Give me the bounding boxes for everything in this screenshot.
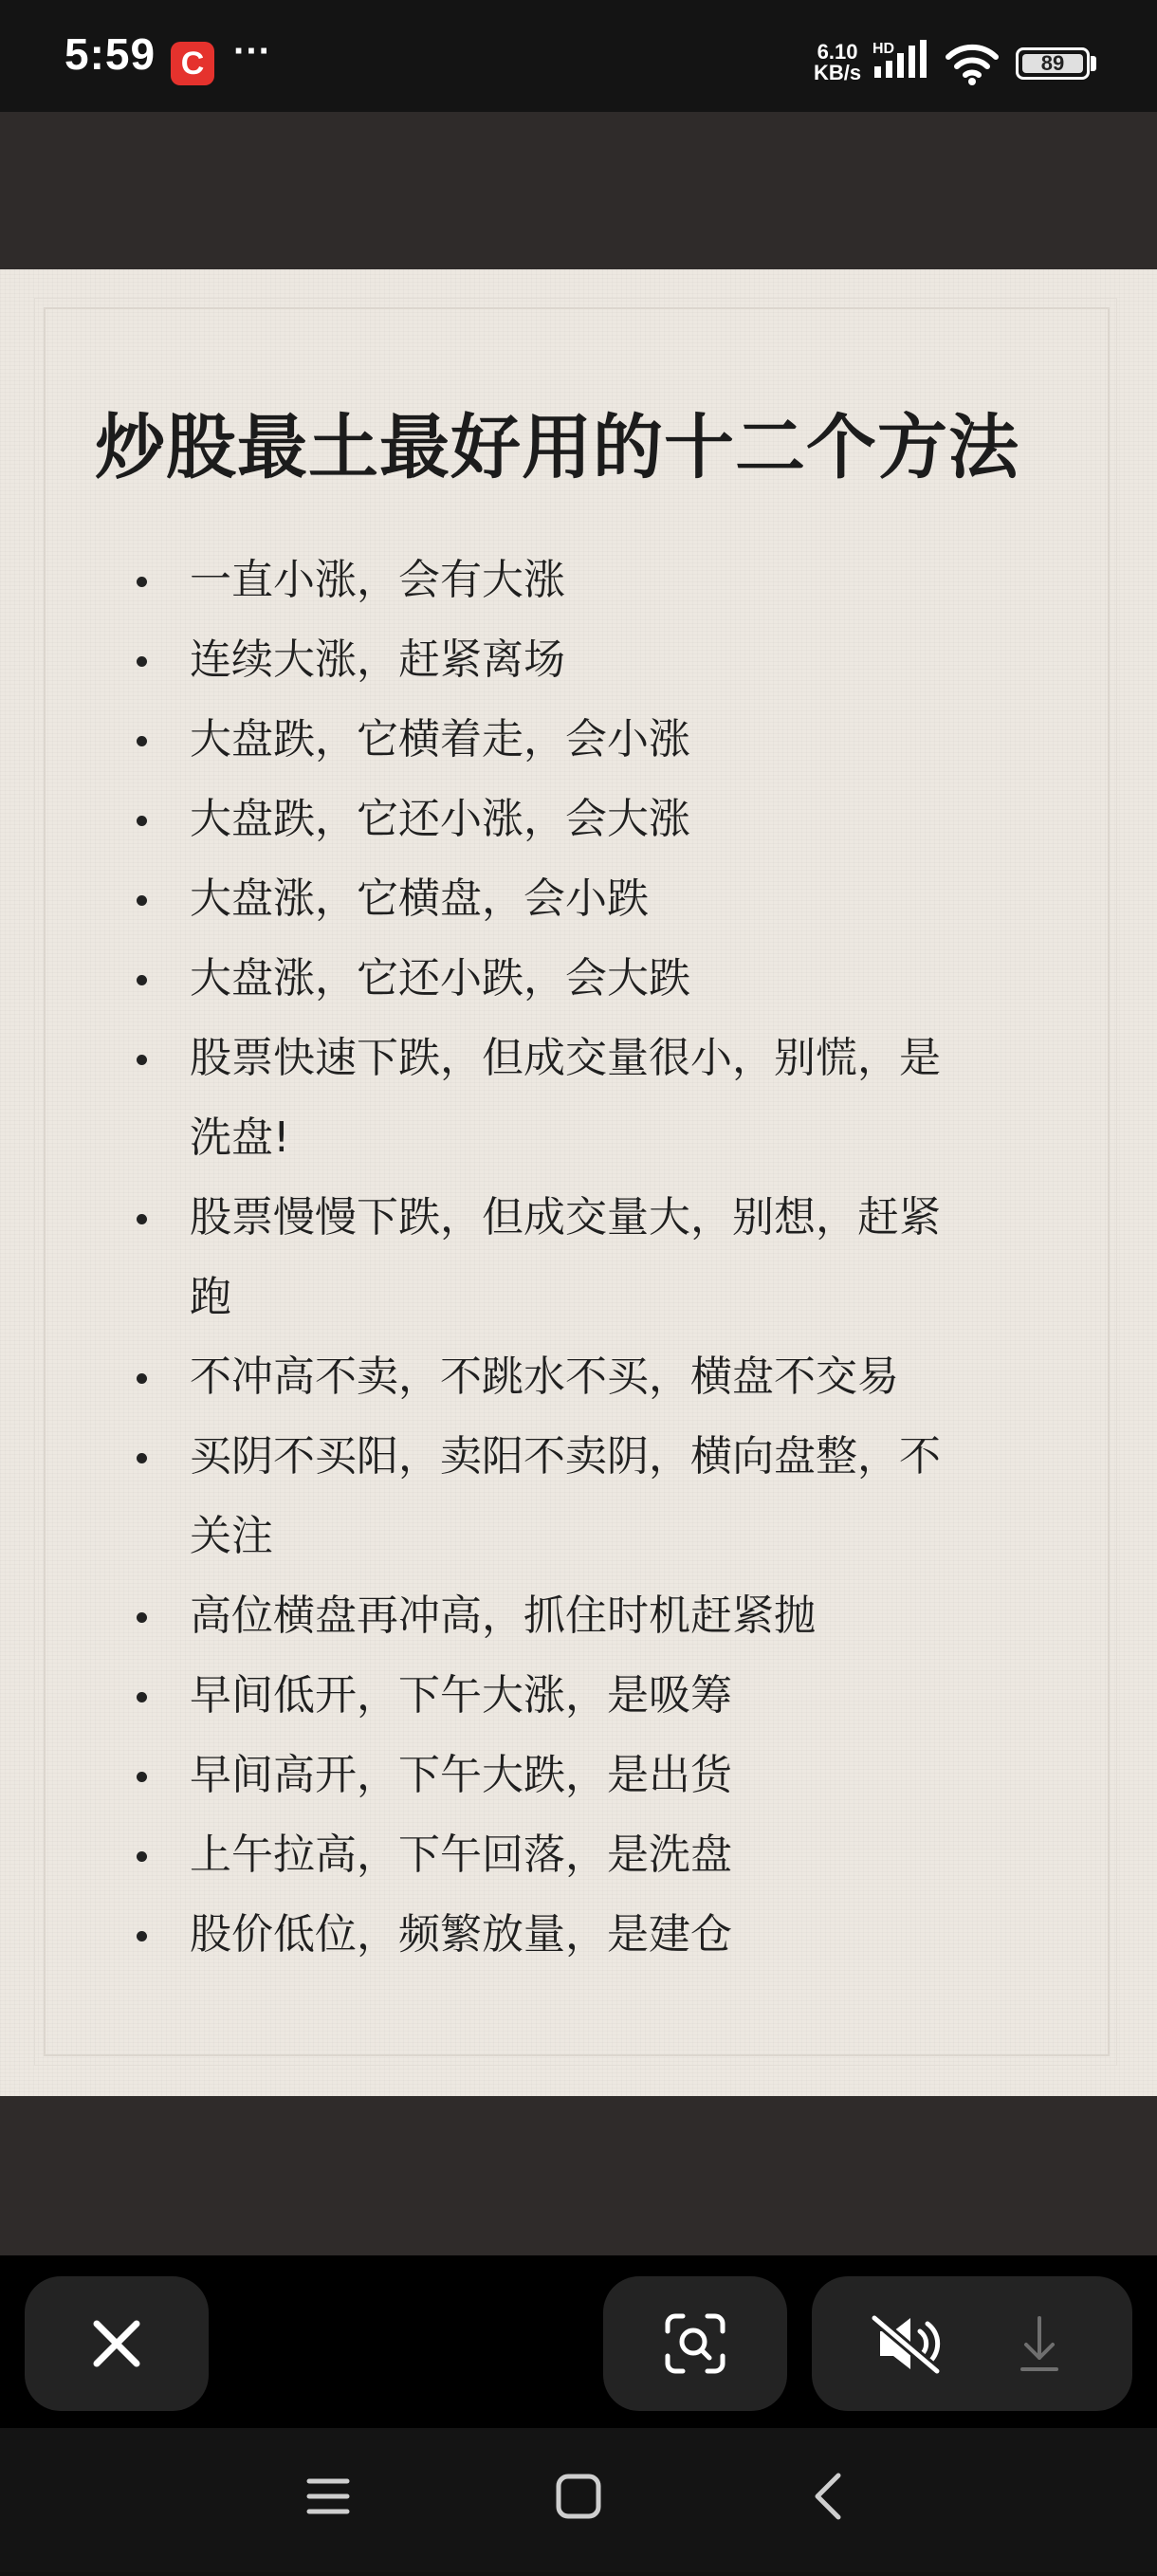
status-bar	[0, 0, 1157, 112]
list-item: 上午拉高，下午回落，是洗盘	[133, 1815, 1062, 1895]
battery-level: 89	[1040, 51, 1065, 75]
list-item-continuation: 关注	[190, 1512, 273, 1560]
network-speed	[814, 42, 861, 83]
network-speed-value: 6.10	[817, 40, 858, 64]
list-item: 买阴不买阳，卖阳不卖阴，横向盘整，不	[133, 1417, 1062, 1497]
list-item: 股票慢慢下跌，但成交量大，别想，赶紧	[133, 1178, 1062, 1258]
recent-apps-icon[interactable]	[309, 2481, 347, 2512]
list-item: 大盘涨，它还小跌，会大跌	[133, 939, 1062, 1019]
network-type-label: HD	[872, 41, 895, 57]
app-notification-icon: C	[171, 42, 214, 85]
image-search-button[interactable]	[603, 2276, 787, 2411]
status-time: 5:59	[64, 29, 156, 79]
list-item: 连续大涨，赶紧离场	[133, 620, 1062, 700]
more-notifications-indicator: ···	[233, 30, 271, 72]
article-image[interactable]	[0, 269, 1157, 2096]
image-search-icon	[603, 2276, 787, 2411]
download-icon[interactable]	[1022, 2318, 1056, 2369]
list-item: 大盘涨，它横盘，会小跌	[133, 859, 1062, 939]
list-item-continuation: 跑	[190, 1273, 231, 1321]
list-item: 股票快速下跌，但成交量很小，别慌，是	[133, 1019, 1062, 1098]
close-button[interactable]	[25, 2276, 209, 2411]
network-speed-unit: KB/s	[814, 61, 862, 84]
back-icon[interactable]	[817, 2475, 838, 2517]
close-icon	[25, 2276, 209, 2411]
list-item: 大盘跌，它横着走，会小涨	[133, 700, 1062, 780]
image-viewer-top-margin	[0, 112, 1157, 269]
list-item: 不冲高不卖，不跳水不买，横盘不交易	[133, 1337, 1062, 1417]
mute-icon[interactable]	[874, 2318, 938, 2371]
home-icon[interactable]	[559, 2476, 598, 2516]
list-item: 高位横盘再冲高，抓住时机赶紧抛	[133, 1576, 1062, 1656]
media-controls	[812, 2276, 1132, 2411]
list-item-continuation: 洗盘!	[190, 1113, 290, 1162]
battery-tip	[1091, 56, 1096, 71]
list-item: 股价低位，频繁放量，是建仓	[133, 1895, 1062, 1975]
system-navigation-bar	[0, 2428, 1157, 2572]
viewer-action-bar	[0, 2255, 1157, 2428]
article-title: 炒股最土最好用的十二个方法	[95, 407, 1019, 488]
signal-icon	[872, 40, 931, 83]
image-viewer-bottom-margin	[0, 2096, 1157, 2255]
list-item: 大盘跌，它还小涨，会大涨	[133, 780, 1062, 859]
battery-icon	[1016, 47, 1090, 80]
list-item: 早间高开，下午大跌，是出货	[133, 1736, 1062, 1815]
wifi-icon	[945, 40, 1000, 87]
list-item: 早间低开，下午大涨，是吸筹	[133, 1656, 1062, 1736]
method-list	[133, 541, 1062, 1975]
list-item: 一直小涨，会有大涨	[133, 541, 1062, 620]
